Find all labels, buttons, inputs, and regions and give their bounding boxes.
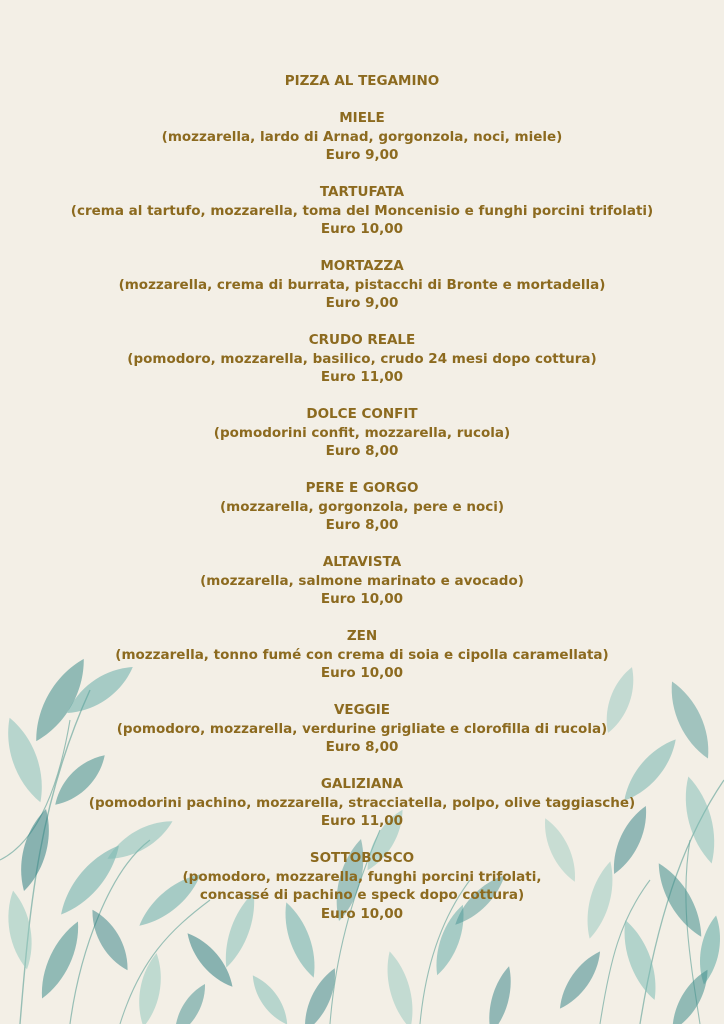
menu-item bbox=[0, 553, 724, 609]
pizza-name: CRUDO REALE bbox=[308, 332, 416, 348]
pizza-name: MORTAZZA bbox=[320, 258, 404, 274]
pizza-price: Euro 10,00 bbox=[320, 591, 404, 607]
menu-item bbox=[0, 405, 724, 461]
pizza-name: DOLCE CONFIT bbox=[306, 406, 418, 422]
pizza-ingredients: (mozzarella, salmone marinato e avocado) bbox=[200, 572, 524, 589]
pizza-price: Euro 8,00 bbox=[325, 443, 399, 459]
menu-item bbox=[0, 257, 724, 313]
pizza-price: Euro 11,00 bbox=[320, 369, 404, 385]
pizza-price: Euro 11,00 bbox=[320, 813, 404, 829]
pizza-ingredients: (pomodoro, mozzarella, basilico, crudo 24 mesi dopo cottura) bbox=[127, 350, 597, 367]
menu-item bbox=[0, 849, 724, 923]
pizza-name: ZEN bbox=[346, 628, 378, 644]
pizza-ingredients: (pomodoro, mozzarella, verdurine grigliate e clorofilla di rucola) bbox=[116, 720, 608, 737]
pizza-ingredients: (pomodorini confit, mozzarella, rucola) bbox=[213, 424, 511, 441]
pizza-price: Euro 8,00 bbox=[325, 517, 399, 533]
pizza-price: Euro 8,00 bbox=[325, 739, 399, 755]
pizza-ingredients: concassé di pachino e speck dopo cottura) bbox=[199, 887, 525, 903]
pizza-name: VEGGIE bbox=[333, 702, 391, 718]
pizza-ingredients: (mozzarella, lardo di Arnad, gorgonzola, noci, miele) bbox=[161, 128, 563, 145]
menu-item bbox=[0, 627, 724, 683]
pizza-price: Euro 10,00 bbox=[320, 221, 404, 237]
pizza-ingredients: (mozzarella, crema di burrata, pistacchi di Bronte e mortadella) bbox=[118, 276, 606, 293]
pizza-name: GALIZIANA bbox=[320, 776, 404, 792]
pizza-price: Euro 10,00 bbox=[320, 905, 404, 922]
pizza-price: Euro 9,00 bbox=[325, 147, 399, 163]
menu-item bbox=[0, 775, 724, 831]
menu-item bbox=[0, 183, 724, 239]
menu-item bbox=[0, 479, 724, 535]
menu-item bbox=[0, 701, 724, 757]
pizza-name: SOTTOBOSCO bbox=[309, 850, 415, 866]
menu-items bbox=[0, 109, 724, 923]
pizza-ingredients: (pomodoro, mozzarella, funghi porcini trifolati, bbox=[182, 868, 542, 885]
pizza-ingredients: (pomodorini pachino, mozzarella, stracciatella, polpo, olive taggiasche) bbox=[88, 794, 636, 811]
pizza-price: Euro 10,00 bbox=[320, 665, 404, 681]
pizza-name: MIELE bbox=[339, 110, 385, 126]
pizza-name: ALTAVISTA bbox=[322, 554, 402, 570]
pizza-price: Euro 9,00 bbox=[325, 295, 399, 311]
menu-title: PIZZA AL TEGAMINO bbox=[284, 73, 440, 89]
pizza-name: TARTUFATA bbox=[319, 184, 405, 200]
pizza-name: PERE E GORGO bbox=[305, 480, 419, 496]
pizza-ingredients: (crema al tartufo, mozzarella, toma del Moncenisio e funghi porcini trifolati) bbox=[70, 202, 654, 219]
pizza-ingredients: (mozzarella, tonno fumé con crema di soia e cipolla caramellata) bbox=[115, 646, 609, 663]
menu-item bbox=[0, 109, 724, 165]
menu bbox=[0, 72, 724, 942]
menu-item bbox=[0, 331, 724, 387]
pizza-ingredients: (mozzarella, gorgonzola, pere e noci) bbox=[219, 498, 505, 515]
